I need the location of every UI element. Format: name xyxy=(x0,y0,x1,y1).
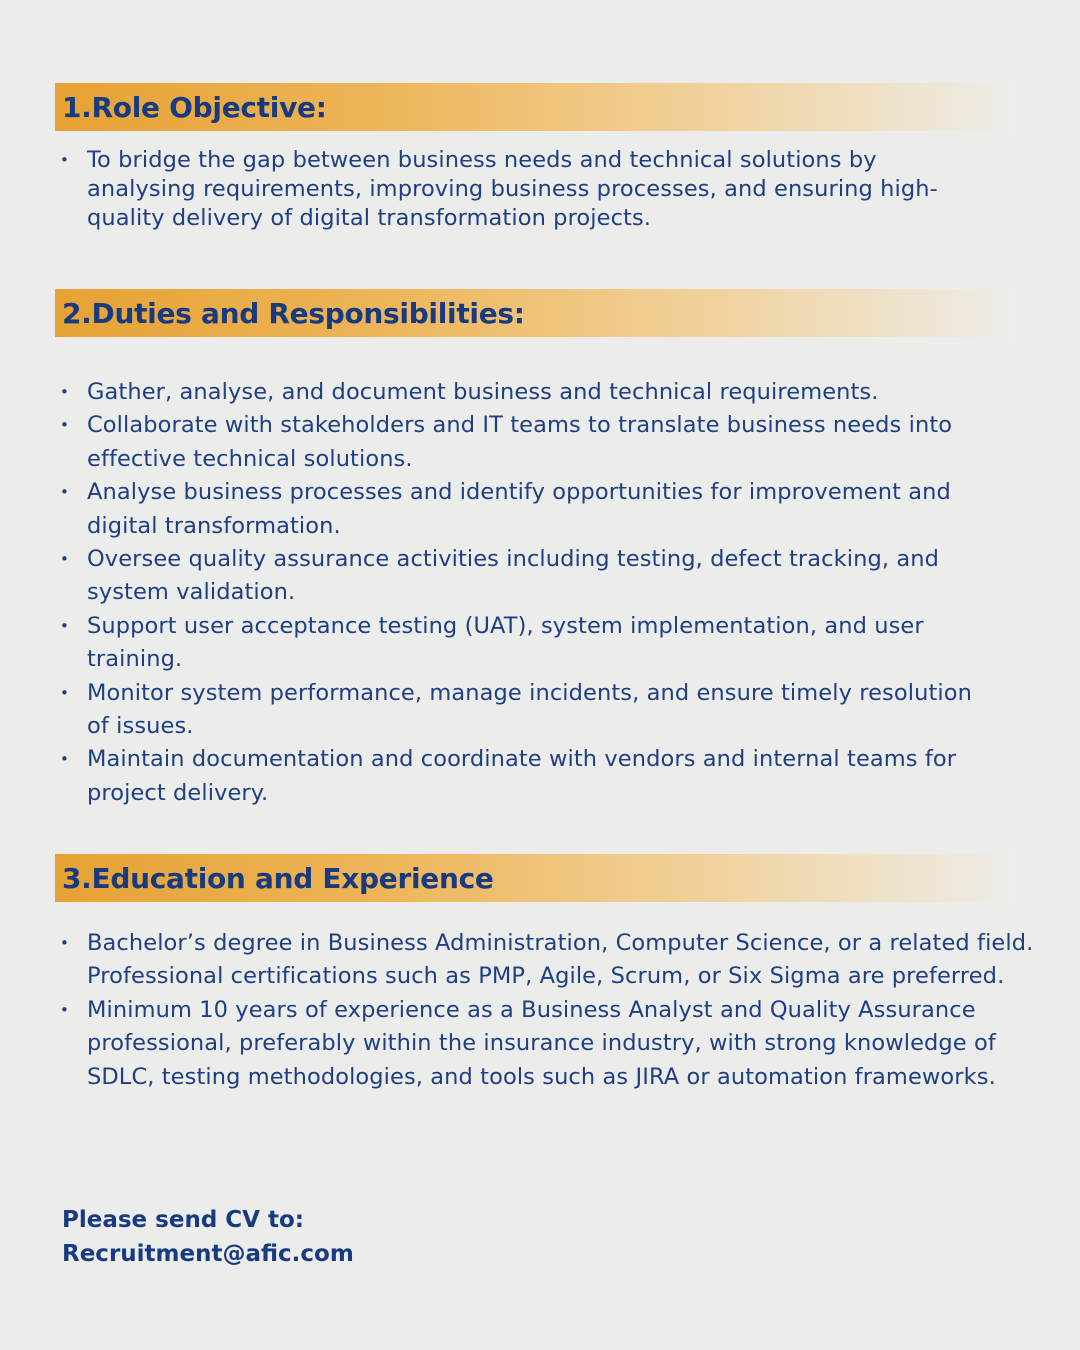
list-item: • Bachelor’s degree in Business Administration, Computer Science, or a related field. Professional certifications such as PMP, Agile, Scrum, or Six Sigma are preferred. xyxy=(60,927,1050,994)
contact-block xyxy=(62,1203,354,1271)
list-item: • Monitor system performance, manage incidents, and ensure timely resolution of issues. xyxy=(60,677,980,744)
contact-label: Please send CV to: xyxy=(62,1207,304,1233)
section-title-role-objective: 1.Role Objective: xyxy=(62,90,327,124)
list-item: • Gather, analyse, and document business and technical requirements. xyxy=(60,376,980,409)
list-item: • Maintain documentation and coordinate with vendors and internal teams for project delivery. xyxy=(60,743,980,810)
section-header-education xyxy=(55,854,1015,902)
section-title-duties: 2.Duties and Responsibilities: xyxy=(62,296,525,330)
education-list xyxy=(60,927,1050,1094)
section-header-duties xyxy=(55,289,1015,337)
list-item: • Support user acceptance testing (UAT), system implementation, and user training. xyxy=(60,610,980,677)
duties-list xyxy=(60,376,980,810)
section-title-education: 3.Education and Experience xyxy=(62,861,494,895)
list-item: • Collaborate with stakeholders and IT teams to translate business needs into effective technical solutions. xyxy=(60,409,980,476)
list-item: • Oversee quality assurance activities including testing, defect tracking, and system validation. xyxy=(60,543,980,610)
role-objective-list xyxy=(60,146,960,233)
list-item: • Analyse business processes and identify opportunities for improvement and digital transformation. xyxy=(60,476,980,543)
contact-email[interactable]: Recruitment@afic.com xyxy=(62,1241,354,1267)
list-item: • To bridge the gap between business needs and technical solutions by analysing requirements, improving business processes, and ensuring high-quality delivery of digital transformation projects. xyxy=(60,146,960,233)
section-header-role-objective xyxy=(55,83,1015,131)
list-item: • Minimum 10 years of experience as a Business Analyst and Quality Assurance professional, preferably within the insurance industry, with strong knowledge of SDLC, testing methodologies, and tools such as JIRA or automation frameworks. xyxy=(60,994,1050,1094)
